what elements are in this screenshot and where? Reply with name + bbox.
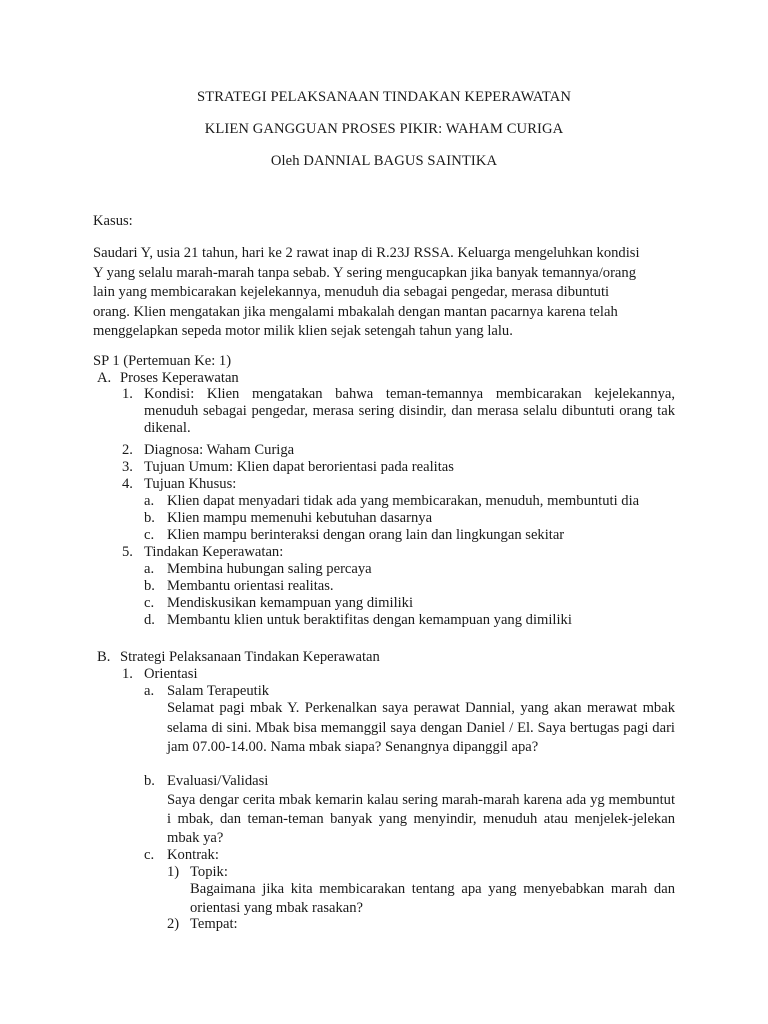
list-marker: 4.: [122, 476, 133, 492]
list-marker: d.: [144, 612, 155, 628]
tindakan-item: Membantu orientasi realitas.: [167, 578, 334, 594]
kasus-line: orang. Klien mengatakan jika mengalami mbakalah dengan mantan pacarnya karena telah: [93, 303, 618, 320]
tempat-heading: Tempat:: [190, 916, 238, 932]
kontrak-heading: Kontrak:: [167, 847, 219, 863]
list-marker: a.: [144, 683, 155, 699]
tujuan-khusus-item: Klien mampu berinteraksi dengan orang lain dan lingkungan sekitar: [167, 527, 565, 543]
kasus-line: Y yang selalu marah-marah tanpa sebab. Y sering mengucapkan jika banyak temannya/orang: [93, 264, 637, 281]
list-marker: b.: [144, 510, 155, 526]
tujuan-khusus-item: Klien mampu memenuhi kebutuhan dasarnya: [167, 510, 433, 526]
list-marker: a.: [144, 493, 155, 509]
evaluasi-heading: Evaluasi/Validasi: [167, 773, 269, 789]
list-marker: a.: [144, 561, 155, 577]
kasus-line: lain yang membicarakan kejelekannya, menuduh dia sebagai pengedar, merasa dibuntuti: [93, 284, 610, 300]
list-marker: c.: [144, 847, 155, 863]
list-marker: b.: [144, 578, 155, 594]
kondisi-text: Kondisi: Klien mengatakan bahwa teman-temannya membicarakan kejelekannya, menuduh sebagai pengedar, merasa sering disindir, dan merasa selalu dibuntuti orang tak dikenal.: [144, 386, 675, 436]
document-title: STRATEGI PELAKSANAAN TINDAKAN KEPERAWATAN: [196, 89, 572, 105]
list-marker: 1.: [122, 666, 133, 682]
section-a-marker: A.: [97, 370, 112, 386]
section-a-heading: Proses Keperawatan: [120, 370, 239, 386]
list-marker: 1): [167, 864, 180, 880]
document-author: Oleh DANNIAL BAGUS SAINTIKA: [270, 153, 498, 169]
list-marker: b.: [144, 773, 155, 789]
evaluasi-text: Saya dengar cerita mbak kemarin kalau sering marah-marah karena ada yg membuntut i mbak, dan teman-teman banyak yang menyindir, menuduh atau menjelek-jelekan mbak ya?: [167, 792, 675, 846]
sp-heading: SP 1 (Pertemuan Ke: 1): [93, 353, 232, 369]
list-marker: c.: [144, 527, 155, 543]
orientasi-heading: Orientasi: [144, 666, 198, 682]
section-b-heading: Strategi Pelaksanaan Tindakan Keperawatan: [120, 649, 380, 665]
tujuan-umum-text: Tujuan Umum: Klien dapat berorientasi pada realitas: [144, 459, 454, 475]
tujuan-khusus-heading: Tujuan Khusus:: [144, 476, 237, 492]
kasus-label: Kasus:: [93, 213, 133, 229]
list-marker: 2.: [122, 442, 133, 458]
topik-text: Bagaimana jika kita membicarakan tentang apa yang menyebabkan marah dan orientasi yang mbak rasakan?: [190, 881, 675, 916]
topik-heading: Topik:: [190, 864, 228, 880]
tindakan-heading: Tindakan Keperawatan:: [144, 544, 284, 560]
list-marker: 3.: [122, 459, 133, 475]
kasus-line: menggelapkan sepeda motor milik klien sejak setengah tahun yang lalu.: [93, 323, 513, 339]
list-marker: c.: [144, 595, 155, 611]
list-marker: 5.: [122, 544, 133, 560]
section-b-marker: B.: [97, 649, 111, 665]
list-marker: 1.: [122, 386, 133, 402]
kasus-line: Saudari Y, usia 21 tahun, hari ke 2 rawat inap di R.23J RSSA. Keluarga mengeluhkan kondisi: [93, 245, 640, 261]
salam-heading: Salam Terapeutik: [167, 683, 270, 699]
salam-text: Selamat pagi mbak Y. Perkenalkan saya perawat Dannial, yang akan merawat mbak selama di sini. Mbak bisa memanggil saya dengan Daniel / El. Saya bertugas pagi dari jam 07.00-14.00. Nama mbak siapa? Senangnya dipanggil apa?: [167, 700, 675, 755]
kasus-paragraph: [93, 244, 676, 342]
list-marker: 2): [167, 916, 180, 932]
diagnosa-text: Diagnosa: Waham Curiga: [144, 442, 295, 458]
tindakan-item: Mendiskusikan kemampuan yang dimiliki: [167, 595, 414, 611]
tindakan-item: Membina hubungan saling percaya: [167, 561, 372, 577]
tindakan-item: Membantu klien untuk beraktifitas dengan kemampuan yang dimiliki: [167, 612, 572, 628]
tujuan-khusus-item: Klien dapat menyadari tidak ada yang membicarakan, menuduh, membuntuti dia: [167, 493, 640, 509]
document-subtitle: KLIEN GANGGUAN PROSES PIKIR: WAHAM CURIGA: [204, 121, 564, 137]
